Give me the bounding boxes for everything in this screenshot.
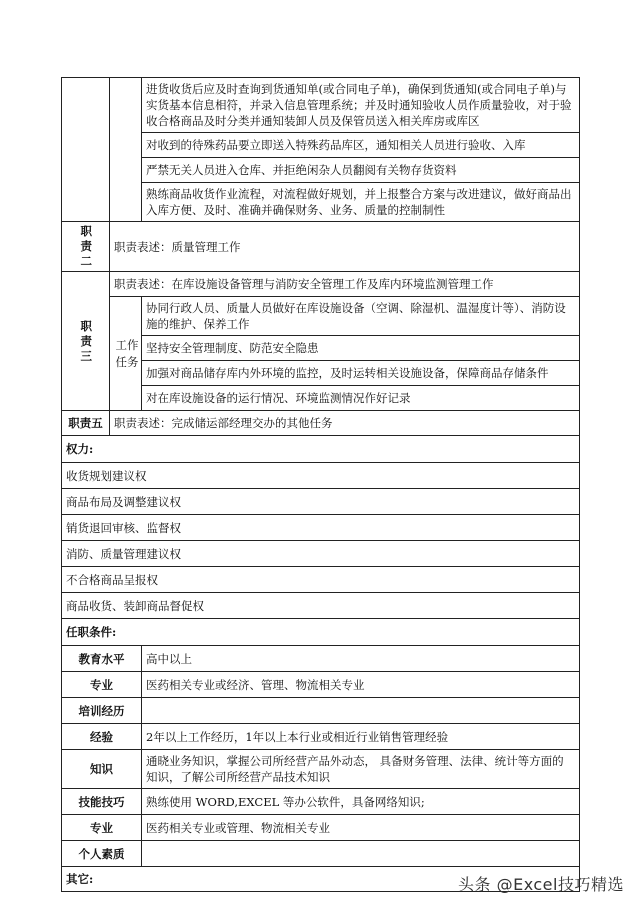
duty3-label-cell — [62, 272, 110, 411]
qualification-row — [62, 646, 580, 672]
duty3-description: 职责表述：在库设施设备管理与消防安全管理工作及库内环境监测管理工作 — [110, 272, 580, 297]
duty3-task: 坚持安全管理制度、防范安全隐患 — [142, 336, 580, 361]
qualification-label: 专业 — [62, 815, 142, 841]
qualification-value: 2年以上工作经历，1年以上本行业或相近行业销售管理经验 — [142, 724, 580, 750]
duty3-work-label: 工作任务 — [115, 337, 139, 369]
duty-top-task: 熟练商品收货作业流程，对流程做好规划，并上报整合方案与改进建议，做好商品出入库方便、及时、准确并确保财务、业务、质量的控制制性 — [142, 183, 580, 222]
duty3-task-row — [62, 297, 580, 336]
powers-header-row — [62, 436, 580, 463]
qualification-row — [62, 815, 580, 841]
power-item-row — [62, 463, 580, 489]
duty2-label: 职责二 — [80, 224, 92, 268]
qualification-value: 通晓业务知识，掌握公司所经营产品外动态， 具备财务管理、法律、统计等方面的知识，了解公司所经营产品技术知识 — [142, 750, 580, 789]
qualification-label: 个人素质 — [62, 841, 142, 867]
qualification-label: 技能技巧 — [62, 789, 142, 815]
qualification-value — [142, 698, 580, 724]
power-item: 不合格商品呈报权 — [62, 567, 580, 593]
power-item-row — [62, 489, 580, 515]
power-item: 商品布局及调整建议权 — [62, 489, 580, 515]
duty2-label-cell — [62, 222, 110, 272]
duty3-description-row — [62, 272, 580, 297]
power-item: 商品收货、装卸商品督促权 — [62, 593, 580, 619]
qualification-label: 教育水平 — [62, 646, 142, 672]
duty-top-work-cell — [110, 78, 142, 222]
power-item: 销货退回审核、监督权 — [62, 515, 580, 541]
power-item: 收货规划建议权 — [62, 463, 580, 489]
qualification-row — [62, 724, 580, 750]
duty-top-task: 对收到的待殊药品要立即送入特殊药品库区，通知相关人员进行验收、入库 — [142, 133, 580, 158]
duty2-row — [62, 222, 580, 272]
duty3-label: 职责三 — [80, 318, 92, 363]
power-item-row — [62, 541, 580, 567]
duty-top-task: 严禁无关人员进入仓库、并拒绝闲杂人员翻阅有关物存货资料 — [142, 158, 580, 183]
duty2-description: 职责表述：质量管理工作 — [110, 222, 580, 272]
duty-top-label-cell — [62, 78, 110, 222]
qualifications-header: 任职条件: — [62, 619, 580, 646]
other-header: 其它: — [62, 867, 580, 892]
duty3-task: 协同行政人员、质量人员做好在库设施设备（空调、除湿机、温湿度计等）、消防设施的维护、保养工作 — [142, 297, 580, 336]
qualification-value — [142, 841, 580, 867]
duty5-label: 职责五 — [62, 411, 110, 436]
watermark: 头条 @Excel技巧精选 — [458, 875, 624, 894]
qualifications-header-row — [62, 619, 580, 646]
duty-top-task: 进货收货后应及时查询到货通知单(或合同电子单)，确保到货通知(或合同电子单)与实货基本信息相符，并录入信息管理系统；并及时通知验收人员作质量验收，对于验收合格商品及时分类并通知装卸人员及保管员送入相关库房或库区 — [142, 78, 580, 133]
qualification-row — [62, 789, 580, 815]
duty5-description: 职责表述：完成储运部经理交办的其他任务 — [110, 411, 580, 436]
duty5-row — [62, 411, 580, 436]
qualification-row — [62, 841, 580, 867]
power-item-row — [62, 515, 580, 541]
power-item: 消防、质量管理建议权 — [62, 541, 580, 567]
powers-header: 权力: — [62, 436, 580, 463]
qualification-row — [62, 698, 580, 724]
duty3-task: 对在库设施设备的运行情况、环境监测情况作好记录 — [142, 386, 580, 411]
duty3-task: 加强对商品储存库内外环境的监控，及时运转相关设施设备，保障商品存储条件 — [142, 361, 580, 386]
qualification-label: 专业 — [62, 672, 142, 698]
qualification-value: 医药相关专业或管理、物流相关专业 — [142, 815, 580, 841]
qualification-label: 知识 — [62, 750, 142, 789]
duty3-work-label-cell — [110, 297, 142, 411]
qualification-label: 培训经历 — [62, 698, 142, 724]
qualification-value: 医药相关专业或经济、管理、物流相关专业 — [142, 672, 580, 698]
qualification-row — [62, 750, 580, 789]
job-description-table — [61, 77, 580, 892]
duty-top-task-row — [62, 78, 580, 133]
qualification-value: 熟练使用 WORD,EXCEL 等办公软件，具备网络知识; — [142, 789, 580, 815]
power-item-row — [62, 593, 580, 619]
qualification-value: 高中以上 — [142, 646, 580, 672]
job-description-page — [61, 77, 579, 892]
qualification-label: 经验 — [62, 724, 142, 750]
power-item-row — [62, 567, 580, 593]
qualification-row — [62, 672, 580, 698]
